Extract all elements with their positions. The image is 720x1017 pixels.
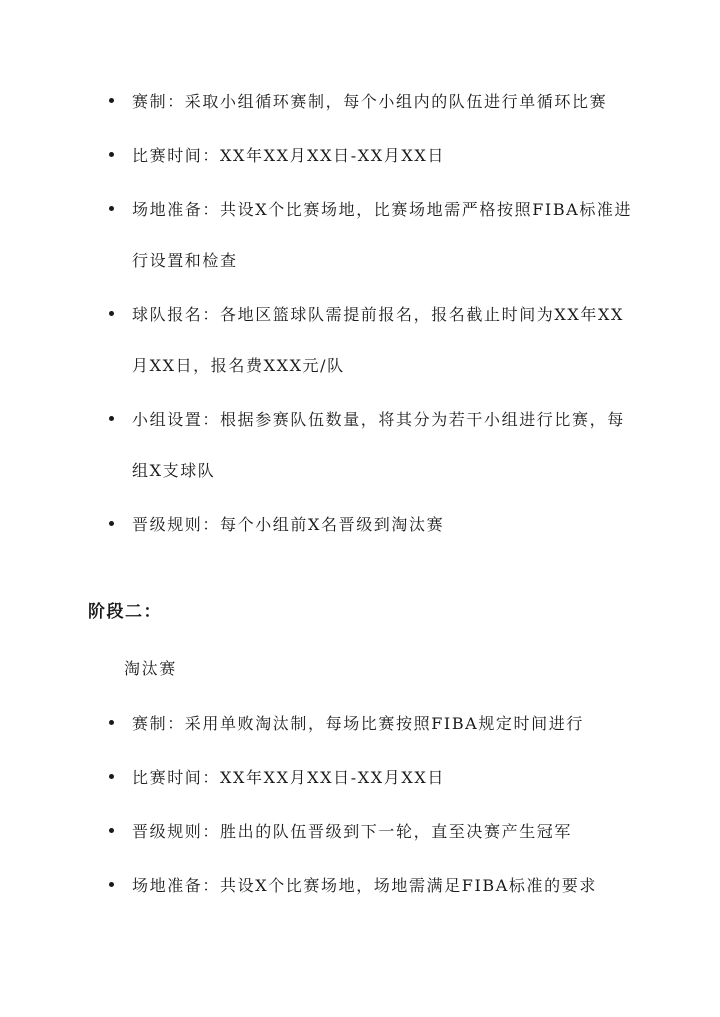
- list-item: [0, 289, 720, 391]
- bullet-icon: [109, 311, 114, 316]
- bullet-icon: [109, 416, 114, 421]
- list-item-text: 比赛时间：XX年XX月XX日-XX月XX日: [132, 146, 445, 165]
- list-item: [0, 806, 720, 857]
- list-item-text: 赛制：采取小组循环赛制，每个小组内的队伍进行单循环比赛: [132, 92, 608, 111]
- bullet-icon: [109, 720, 114, 725]
- bullet-icon: [109, 521, 114, 526]
- bullet-icon: [109, 152, 114, 157]
- list-item-text: 球队报名：各地区篮球队需提前报名，报名截止时间为XX年XX月XX日，报名费XXX元/队: [132, 305, 624, 375]
- bullet-icon: [109, 206, 114, 211]
- list-item-text: 晋级规则：胜出的队伍晋级到下一轮，直至决赛产生冠军: [132, 822, 573, 841]
- list-item-text: 场地准备：共设X个比赛场地，比赛场地需严格按照FIBA标准进行设置和检查: [132, 200, 633, 270]
- section-subtitle: 淘汰赛: [124, 659, 177, 678]
- stage2-rules-list: [0, 698, 720, 911]
- list-item: [0, 752, 720, 803]
- list-item-text: 场地准备：共设X个比赛场地，场地需满足FIBA标准的要求: [132, 876, 597, 895]
- list-item: [0, 860, 720, 911]
- bullet-icon: [109, 774, 114, 779]
- list-item: [0, 76, 720, 127]
- list-item-text: 比赛时间：XX年XX月XX日-XX月XX日: [132, 768, 445, 787]
- list-item-text: 赛制：采用单败淘汰制，每场比赛按照FIBA规定时间进行: [132, 714, 584, 733]
- list-item: [0, 499, 720, 550]
- list-item: [0, 394, 720, 496]
- bullet-icon: [109, 98, 114, 103]
- list-item-text: 小组设置：根据参赛队伍数量，将其分为若干小组进行比赛，每组X支球队: [132, 410, 625, 480]
- list-item: [0, 130, 720, 181]
- section-heading: 阶段二：: [88, 602, 162, 622]
- list-item: [0, 698, 720, 749]
- list-item-text: 晋级规则：每个小组前X名晋级到淘汰赛: [132, 515, 445, 534]
- list-item: [0, 184, 720, 286]
- bullet-icon: [109, 828, 114, 833]
- stage1-rules-list: [0, 76, 720, 550]
- bullet-icon: [109, 882, 114, 887]
